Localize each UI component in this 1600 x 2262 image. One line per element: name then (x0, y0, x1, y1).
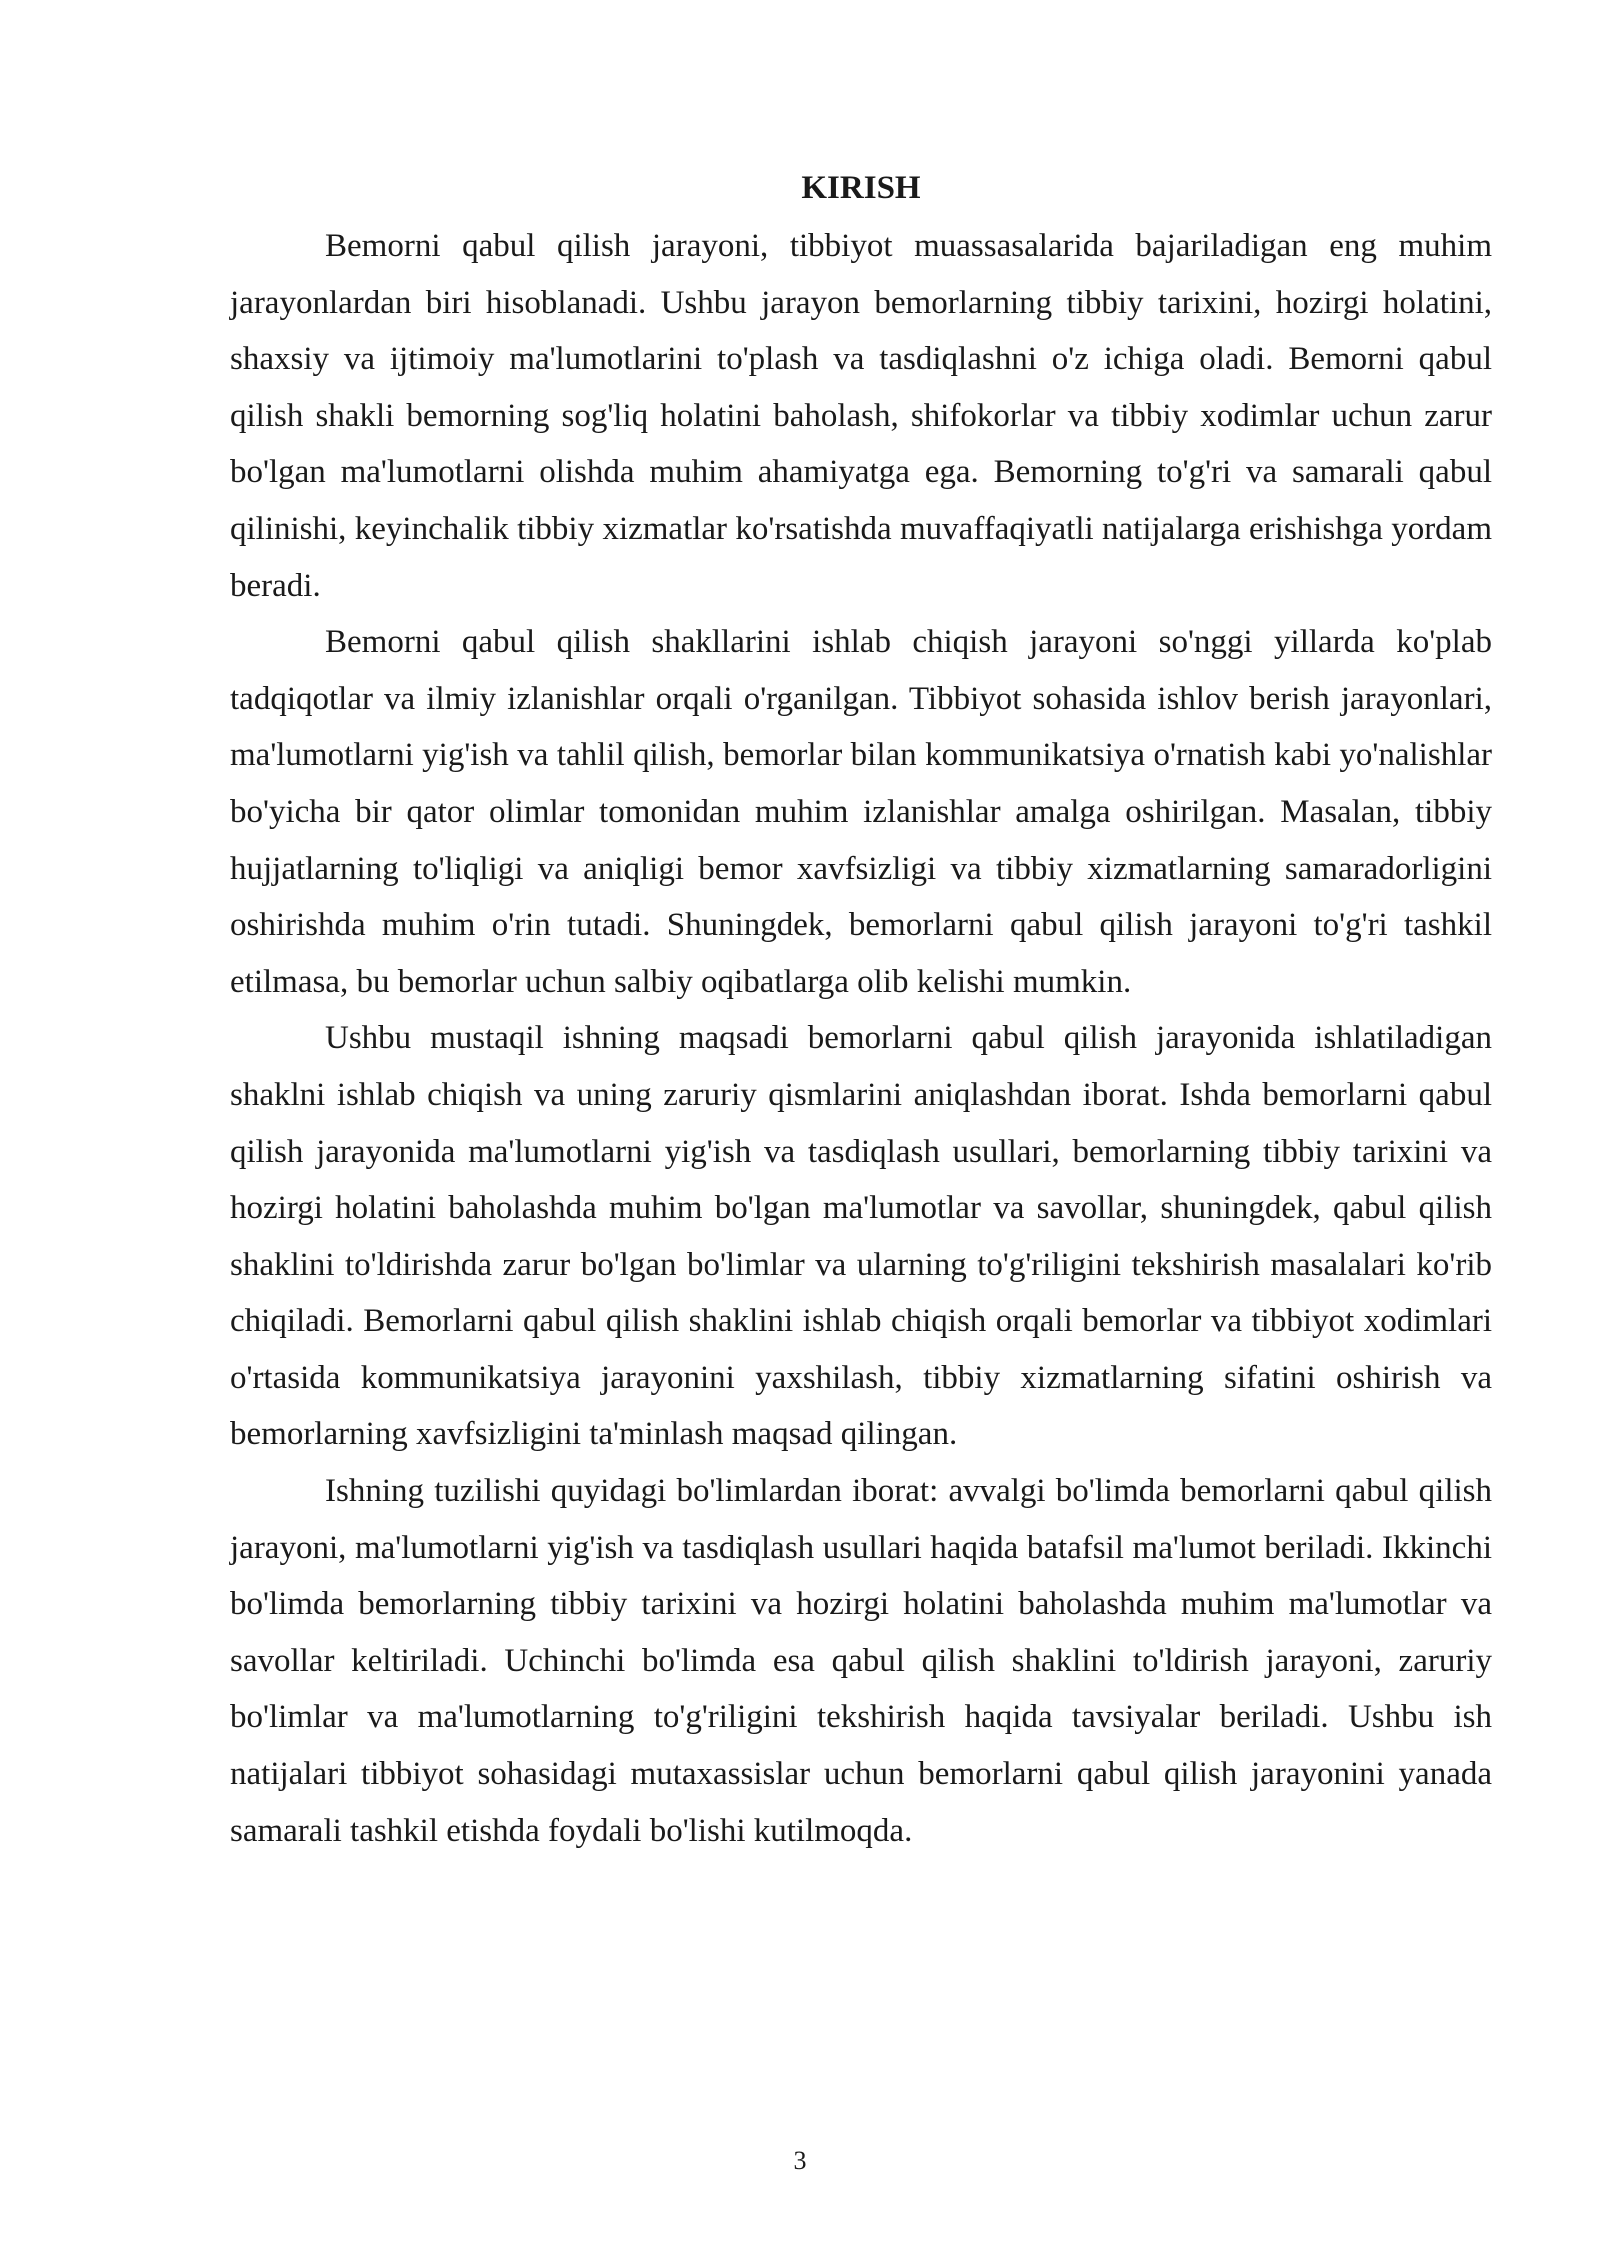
page-number: 3 (793, 2146, 807, 2175)
paragraph-intro: Bemorni qabul qilish jarayoni, tibbiyot muassasalarida bajariladigan eng muhim jarayonlardan biri hisoblanadi. Ushbu jarayon bemorlarning tibbiy tarixini, hozirgi holatini, shaxsiy va ijtimoiy ma'lumotlarini to'plash va tasdiqlashni o'z ichiga oladi. Bemorni qabul qilish shakli bemorning sog'liq holatini baholash, shifokorlar va tibbiy xodimlar uchun zarur bo'lgan ma'lumotlarni olishda muhim ahamiyatga ega. Bemorning to'g'ri va samarali qabul qilinishi, keyinchalik tibbiy xizmatlar ko'rsatishda muvaffaqiyatli natijalarga erishishga yordam beradi. (230, 228, 1492, 604)
page-content (230, 160, 1492, 1859)
paragraph-research: Bemorni qabul qilish shakllarini ishlab chiqish jarayoni so'nggi yillarda ko'plab tadqiqotlar va ilmiy izlanishlar orqali o'rganilgan. Tibbiyot sohasida ishlov berish jarayonlari, ma'lumotlarni yig'ish va tahlil qilish, bemorlar bilan kommunikatsiya o'rnatish kabi yo'nalishlar bo'yicha bir qator olimlar tomonidan muhim izlanishlar amalga oshirilgan. Masalan, tibbiy hujjatlarning to'liqligi va aniqligi bemor xavfsizligi va tibbiy xizmatlarning samaradorligini oshirishda muhim o'rin tutadi. Shuningdek, bemorlarni qabul qilish jarayoni to'g'ri tashkil etilmasa, bu bemorlar uchun salbiy oqibatlarga olib kelishi mumkin. (230, 624, 1492, 1000)
page-title: KIRISH (801, 170, 921, 206)
paragraph-structure: Ishning tuzilishi quyidagi bo'limlardan iborat: avvalgi bo'limda bemorlarni qabul qilish jarayoni, ma'lumotlarni yig'ish va tasdiqlash usullari haqida batafsil ma'lumot beriladi. Ikkinchi bo'limda bemorlarning tibbiy tarixini va hozirgi holatini baholashda muhim ma'lumotlar va savollar keltiriladi. Uchinchi bo'limda esa qabul qilish shaklini to'ldirish jarayoni, zaruriy bo'limlar va ma'lumotlarning to'g'riligini tekshirish haqida tavsiyalar beriladi. Ushbu ish natijalari tibbiyot sohasidagi mutaxassislar uchun bemorlarni qabul qilish jarayonini yanada samarali tashkil etishda foydali bo'lishi kutilmoqda. (230, 1473, 1492, 1849)
paragraph-goal: Ushbu mustaqil ishning maqsadi bemorlarni qabul qilish jarayonida ishlatiladigan shaklni ishlab chiqish va uning zaruriy qismlarini aniqlashdan iborat. Ishda bemorlarni qabul qilish jarayonida ma'lumotlarni yig'ish va tasdiqlash usullari, bemorlarning tibbiy tarixini va hozirgi holatini baholashda muhim bo'lgan ma'lumotlar va savollar, shuningdek, qabul qilish shaklini to'ldirishda zarur bo'lgan bo'limlar va ularning to'g'riligini tekshirish masalalari ko'rib chiqiladi. Bemorlarni qabul qilish shaklini ishlab chiqish orqali bemorlar va tibbiyot xodimlari o'rtasida kommunikatsiya jarayonini yaxshilash, tibbiy xizmatlarning sifatini oshirish va bemorlarning xavfsizligini ta'minlash maqsad qilingan. (230, 1020, 1492, 1453)
